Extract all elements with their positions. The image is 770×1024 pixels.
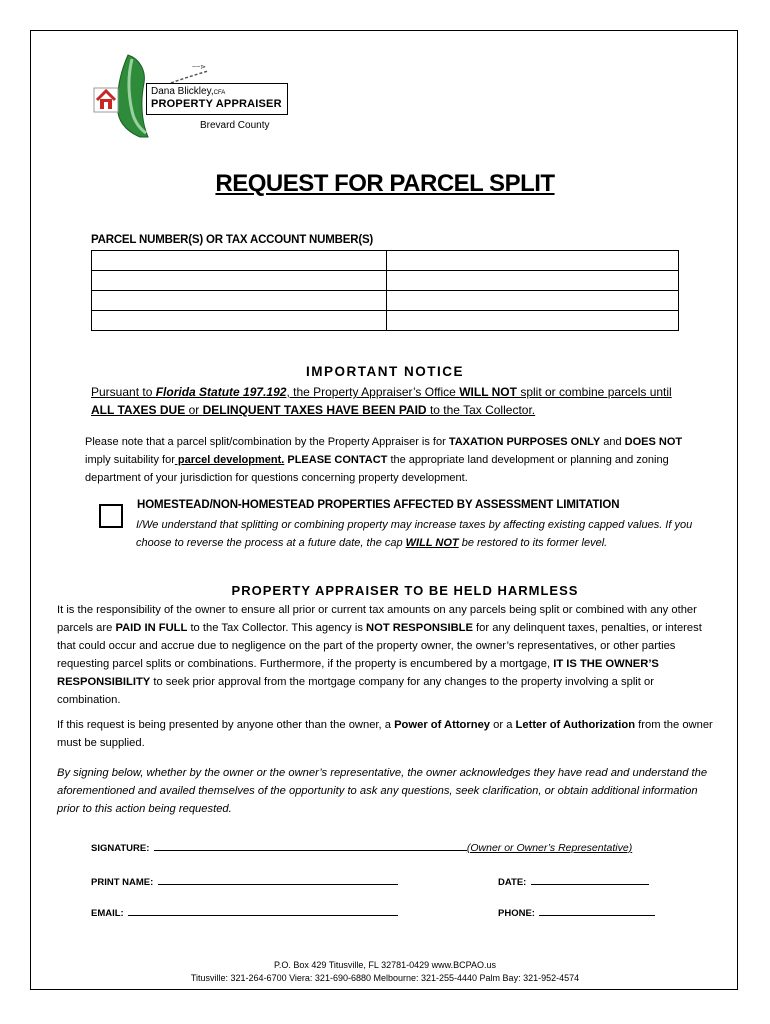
- logo-office: PROPERTY APPRAISER: [151, 98, 282, 110]
- held-harmless-heading: PROPERTY APPRAISER TO BE HELD HARMLESS: [231, 583, 579, 598]
- taxation-purposes-paragraph: Please note that a parcel split/combination by the Property Appraiser is for TAXATION PURPOSES ONLY and DOES NOT imply suitability for parcel development. PLEASE CONTACT the appropriate land development or planning and zoning department of your jurisdiction for questions concerning property development.: [85, 436, 683, 484]
- parcel-input-cell[interactable]: [387, 251, 679, 271]
- table-row: [92, 251, 679, 271]
- acknowledgement-paragraph: By signing below, whether by the owner or the owner’s representative, the owner acknowledges they have read and understand the aforementioned and availed themselves of the opportunity to ask any questions, seek clarification, or obtain additional information prior to this action being requested.: [57, 767, 708, 815]
- table-row: [92, 271, 679, 291]
- signature-row: [91, 838, 661, 856]
- footer-address: P.O. Box 429 Titusville, FL 32781-0429 www.BCPAO.us: [274, 960, 496, 970]
- shuttle-graphic: ~~⋗: [192, 64, 207, 71]
- important-notice-heading: IMPORTANT NOTICE: [306, 364, 464, 379]
- homestead-acknowledge-checkbox[interactable]: [99, 504, 123, 528]
- date-field[interactable]: [531, 875, 649, 885]
- email-row: [91, 903, 398, 921]
- parcel-input-cell[interactable]: [387, 271, 679, 291]
- date-label: DATE:: [498, 877, 527, 888]
- logo-name-box: [146, 83, 288, 115]
- parcel-input-cell[interactable]: [92, 271, 387, 291]
- phone-row: [498, 903, 655, 921]
- property-appraiser-logo: [88, 53, 293, 139]
- footer-phones: Titusville: 321-264-6700 Viera: 321-690-6880 Melbourne: 321-255-4440 Palm Bay: 321-952-4574: [190, 973, 580, 983]
- logo-county: Brevard County: [200, 120, 270, 131]
- phone-label: PHONE:: [498, 908, 535, 919]
- print-name-field[interactable]: [158, 875, 398, 885]
- important-notice-text: Pursuant to Florida Statute 197.192, the Property Appraiser’s Office WILL NOT split or combine parcels until ALL TAXES DUE or DELINQUENT TAXES HAVE BEEN PAID to the Tax Collector.: [91, 385, 672, 417]
- parcel-input-cell[interactable]: [387, 291, 679, 311]
- held-harmless-paragraph: It is the responsibility of the owner to ensure all prior or current tax amounts on any parcels being split or combined with any other parcels are PAID IN FULL to the Tax Collector. This agency is NOT RESPONSIBLE for any delinquent taxes, penalties, or interest that could occur and accrue due to negligence on the part of the property owner, the owner’s representatives, or other parties requesting parcel splits or combinations. Furthermore, if the property is encumbered by a mortgage, IT IS THE OWNER’S RESPONSIBILITY to seek prior approval from the mortgage company for any changes to the property involving a split or combination.: [57, 604, 702, 706]
- signature-field[interactable]: [154, 841, 467, 851]
- parcel-input-cell[interactable]: [387, 311, 679, 331]
- table-row: [92, 291, 679, 311]
- print-name-row: [91, 872, 398, 890]
- date-row: [498, 872, 649, 890]
- table-row: [92, 311, 679, 331]
- page-title: REQUEST FOR PARCEL SPLIT: [215, 170, 555, 197]
- parcel-numbers-label: PARCEL NUMBER(S) OR TAX ACCOUNT NUMBER(S): [91, 234, 374, 246]
- parcel-input-cell[interactable]: [92, 291, 387, 311]
- email-label: EMAIL:: [91, 908, 124, 919]
- house-icon: [93, 87, 119, 113]
- print-name-label: PRINT NAME:: [91, 877, 154, 888]
- parcel-numbers-table: [91, 250, 679, 331]
- parcel-input-cell[interactable]: [92, 311, 387, 331]
- power-of-attorney-paragraph: If this request is being presented by anyone other than the owner, a Power of Attorney or a Letter of Authorization from the owner must be supplied.: [57, 719, 713, 749]
- logo-name-line: Dana Blickley,CFA: [151, 86, 226, 97]
- homestead-text: I/We understand that splitting or combining property may increase taxes by affecting existing capped values. If you choose to reverse the process at a future date, the cap WILL NOT be restored to its former level.: [136, 519, 693, 549]
- homestead-heading: HOMESTEAD/NON-HOMESTEAD PROPERTIES AFFECTED BY ASSESSMENT LIMITATION: [137, 499, 620, 511]
- parcel-input-cell[interactable]: [92, 251, 387, 271]
- owner-note: (Owner or Owner’s Representative): [466, 842, 633, 854]
- signature-label: SIGNATURE:: [91, 843, 150, 854]
- phone-field[interactable]: [539, 906, 655, 916]
- email-field[interactable]: [128, 906, 398, 916]
